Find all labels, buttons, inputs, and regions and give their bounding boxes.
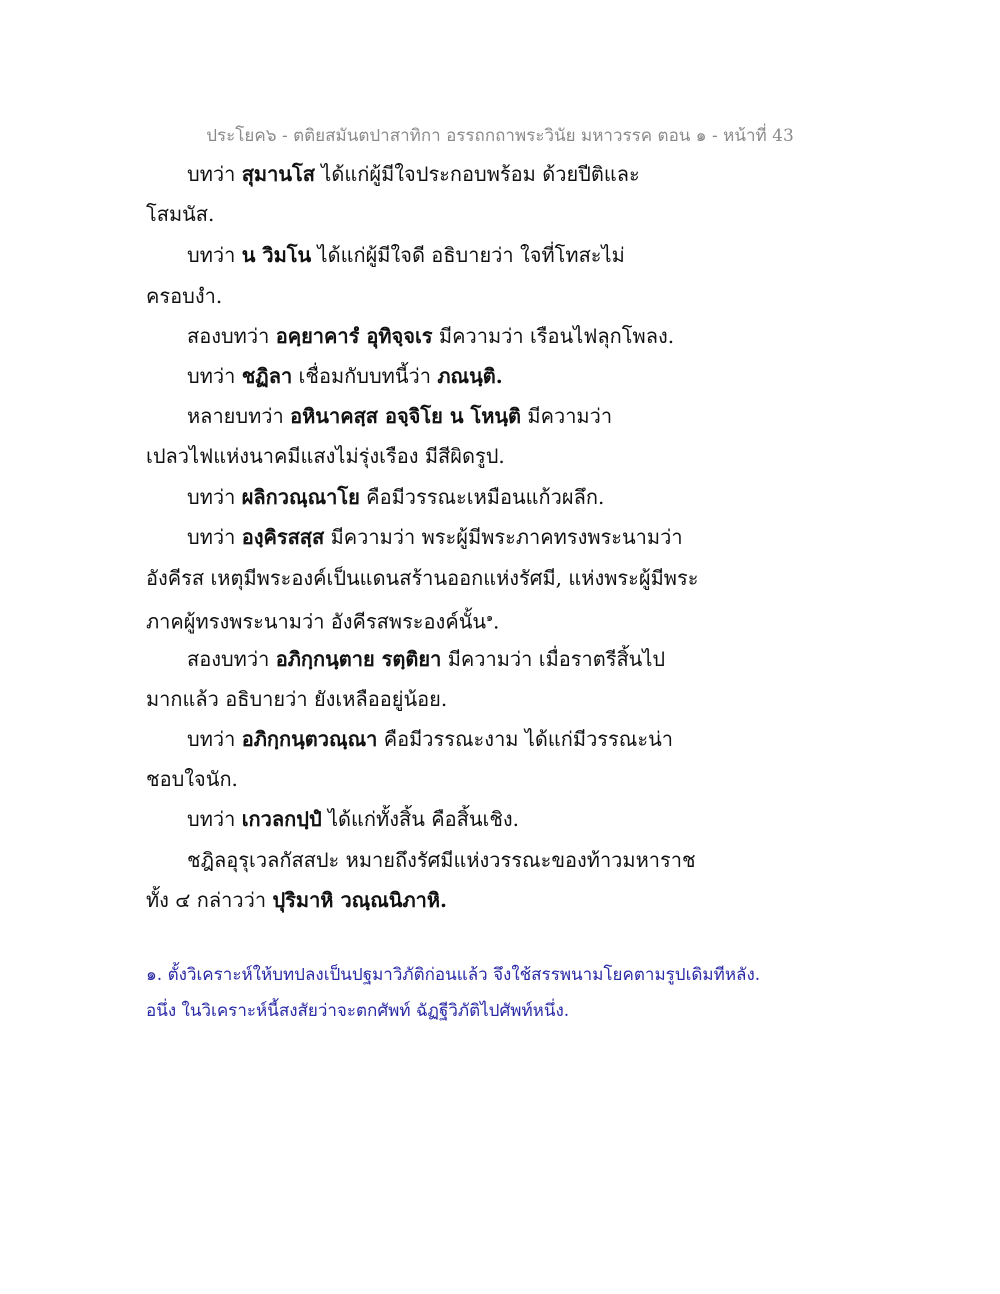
- text-line: [146, 685, 447, 713]
- footnote-text: อนึ่ง ในวิเคราะห์นี้สงสัยว่าจะตกศัพท์ ฉัฏฐีวิภัติไปศัพท์หนึ่ง.: [146, 1001, 570, 1021]
- pali-term: อภิกฺกนฺตวณฺณา: [241, 727, 378, 751]
- text-span: ชฎิลอุรุเวลกัสสปะ หมายถึงรัศมีแห่งวรรณะของท้าวมหาราช: [187, 848, 696, 872]
- text-span: สองบทว่า: [187, 324, 276, 348]
- text-span: ครอบงำ.: [146, 284, 223, 308]
- text-line: [146, 442, 505, 470]
- text-span: คือมีวรรณะเหมือนแก้วผลึก.: [359, 485, 605, 509]
- pali-term: ผลิกวณฺณาโย: [241, 485, 360, 509]
- text-span: มีความว่า พระผู้มีพระภาคทรงพระนามว่า: [324, 525, 683, 549]
- text-span: มีความว่า: [521, 404, 613, 428]
- text-span: ได้แก่ทั้งสิ้น คือสิ้นเชิง.: [321, 807, 520, 831]
- pali-term: อคฺยาคารํ อุทิจฺจเร: [275, 324, 433, 348]
- text-span: บทว่า: [187, 727, 242, 751]
- footnote-line-2: [146, 998, 569, 1024]
- pali-term: ชฏิลา: [241, 364, 293, 388]
- footnote-marker: ๑: [486, 611, 494, 624]
- pali-term: องฺคิรสสฺส: [241, 525, 325, 549]
- text-span: ทั้ง ๔ กล่าวว่า: [146, 888, 273, 912]
- text-span: เปลวไฟแห่งนาคมีแสงไม่รุ่งเรือง มีสีผิดรูป.: [146, 444, 505, 468]
- pali-term: อหินาคสฺส อจฺจิโย น โหนฺติ: [290, 404, 522, 428]
- pali-term: อภิกฺกนฺตาย รตฺติยา: [275, 647, 442, 671]
- text-span: มีความว่า เรือนไฟลุกโพลง.: [432, 324, 675, 348]
- text-line: [187, 483, 604, 511]
- text-span: ได้แก่ผู้มีใจดี อธิบายว่า ใจที่โทสะไม่: [311, 243, 625, 267]
- page-header: [0, 122, 1000, 149]
- text-span: หลายบทว่า: [187, 404, 291, 428]
- text-span: บทว่า: [187, 162, 242, 186]
- text-line: [187, 241, 625, 269]
- text-span: สองบทว่า: [187, 647, 276, 671]
- page-header-text: ประโยค๖ - ตติยสมันตปาสาทิกา อรรถกถาพระวินัย มหาวรรค ตอน ๑ - หน้าที่ 43: [206, 126, 794, 146]
- text-line: [187, 725, 673, 753]
- text-span: อังคีรส เหตุมีพระองค์เป็นแดนสร้านออกแห่งรัศมี, แห่งพระผู้มีพระ: [146, 566, 699, 590]
- text-span: บทว่า: [187, 485, 242, 509]
- text-line: [187, 523, 683, 551]
- text-span: คือมีวรรณะงาม ได้แก่มีวรรณะน่า: [377, 727, 673, 751]
- pali-term: ภณนฺติ.: [437, 364, 503, 388]
- text-line: [146, 604, 499, 636]
- text-span: มากแล้ว อธิบายว่า ยังเหลืออยู่น้อย.: [146, 687, 448, 711]
- text-span: ชอบใจนัก.: [146, 767, 238, 791]
- text-line: [187, 362, 503, 390]
- text-span: บทว่า: [187, 243, 242, 267]
- text-line: [187, 846, 696, 874]
- text-line: [187, 160, 640, 188]
- text-line: [187, 402, 612, 430]
- text-span: บทว่า: [187, 525, 242, 549]
- pali-term: เกวลกปฺปํ: [241, 807, 322, 831]
- text-span: บทว่า: [187, 364, 242, 388]
- text-span: บทว่า: [187, 807, 242, 831]
- text-span: .: [493, 609, 500, 634]
- text-span: เชื่อมกับบทนี้ว่า: [292, 364, 438, 388]
- text-span: มีความว่า เมื่อราตรีสิ้นไป: [441, 647, 666, 671]
- text-line: [187, 322, 674, 350]
- text-span: ได้แก่ผู้มีใจประกอบพร้อม ด้วยปีติและ: [314, 162, 640, 186]
- footnote-line-1: [146, 962, 760, 988]
- text-line: [187, 805, 519, 833]
- pali-term: สุมานโส: [241, 162, 315, 186]
- pali-term: น วิมโน: [241, 243, 312, 267]
- text-span: ภาคผู้ทรงพระนามว่า อังคีรสพระองค์นั้น: [146, 609, 487, 634]
- text-span: โสมนัส.: [146, 202, 215, 226]
- text-line: [146, 564, 698, 592]
- text-line: [146, 765, 238, 793]
- text-line: [146, 886, 447, 914]
- footnote-text: ๑. ตั้งวิเคราะห์ให้บทปลงเป็นปฐมาวิภัติก่อนแล้ว จึงใช้สรรพนามโยคตามรูปเดิมทีหลัง.: [146, 965, 761, 985]
- text-line: [187, 645, 665, 673]
- text-line: [146, 200, 214, 228]
- pali-term: ปุริมาหิ วณฺณนิภาหิ.: [272, 888, 448, 912]
- text-line: [146, 282, 222, 310]
